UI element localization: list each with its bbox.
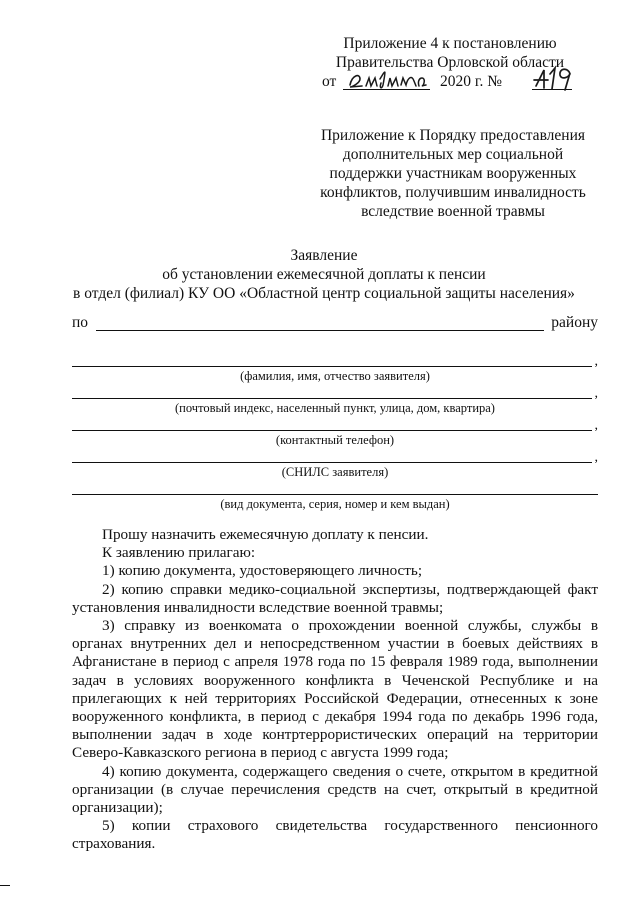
decree-header	[300, 34, 600, 92]
appendix-reference	[308, 126, 598, 221]
attachment-item-5: 5) копии страхового свидетельства государственного пенсионного страхования.	[72, 817, 598, 853]
document-field	[72, 484, 598, 520]
phone-field	[72, 420, 598, 456]
district-field	[72, 314, 598, 334]
phone-blank-line[interactable]	[72, 430, 592, 431]
title-line-3: в отдел (филиал) КУ ОО «Областной центр социальной защиты населения»	[73, 285, 575, 302]
attachments-intro: К заявлению прилагаю:	[102, 544, 256, 562]
phone-caption: (контактный телефон)	[275, 433, 395, 447]
document-blank-line[interactable]	[72, 494, 598, 495]
snils-field	[72, 452, 598, 488]
address-field	[72, 388, 598, 424]
address-comma: ,	[594, 386, 598, 401]
fio-comma: ,	[594, 354, 598, 369]
attachment-item-4: 4) копию документа, содержащего сведения о счете, открытом в кредитной организации (в случае перечисления средств на счет, открытый в кредитной организации);	[72, 762, 598, 817]
request-paragraph: Прошу назначить ежемесячную доплату к пенсии.	[102, 526, 429, 543]
decree-date-number-row	[300, 72, 600, 92]
title-line-2: об установлении ежемесячной доплаты к пенсии	[162, 266, 486, 283]
attachment-item-3: 3) справку из военкомата о прохождении военной службы, службы в органах внутренних дел и непосредственном участии в боевых действиях в Афганистане в период с апреля 1978 года по 15 февраля 1989 года, выполнении задач в условиях вооруженного конфликта в Чеченской Республике и на прилегающих к ней территориях Российской Федерации, отнесенных к зоне вооруженного конфликта, в период с декабря 1994 года по декабрь 1996 года, выполнении задач в ходе контртеррористических операций на территории Северо-Кавказского региона в период с августа 1999 года;	[72, 617, 598, 762]
header-line-2: Правительства Орловской области	[335, 54, 565, 71]
snils-blank-line[interactable]	[72, 462, 592, 463]
margin-mark	[0, 885, 10, 886]
address-blank-line[interactable]	[72, 398, 592, 399]
snils-comma: ,	[594, 450, 598, 465]
address-caption: (почтовый индекс, населенный пункт, улица, дом, квартира)	[175, 401, 495, 415]
fio-blank-line[interactable]	[72, 366, 592, 367]
attachment-item-2: 2) копию справки медико-социальной экспертизы, подтверждающей факт установления инвалидности вследствие военной травмы;	[72, 580, 598, 616]
district-blank-line[interactable]	[96, 330, 544, 331]
title-line-1: Заявление	[290, 247, 358, 264]
application-body	[72, 526, 598, 854]
appendix-line-5: вследствие военной травмы	[361, 203, 545, 220]
handwritten-date	[346, 65, 430, 91]
application-title	[40, 246, 608, 303]
appendix-line-1: Приложение к Порядку предоставления	[320, 127, 586, 144]
appendix-line-3: поддержки участникам вооруженных	[329, 165, 577, 182]
document-caption: (вид документа, серия, номер и кем выдан)	[220, 497, 450, 511]
snils-caption: (СНИЛС заявителя)	[281, 465, 389, 479]
handwritten-decree-number	[532, 64, 574, 92]
district-suffix: району	[551, 314, 598, 331]
appendix-line-2: дополнительных мер социальной	[342, 146, 564, 163]
fio-caption: (фамилия, имя, отчество заявителя)	[240, 369, 430, 383]
header-line-1: Приложение 4 к постановлению	[343, 35, 557, 52]
attachment-item-1: 1) копию документа, удостоверяющего личность;	[102, 562, 423, 580]
district-prefix: по	[72, 314, 89, 331]
decree-year-label: 2020 г. №	[440, 73, 503, 90]
date-prefix: от	[322, 73, 337, 90]
phone-comma: ,	[594, 418, 598, 433]
fio-field	[72, 356, 598, 392]
appendix-line-4: конфликтов, получившим инвалидность	[320, 184, 586, 201]
